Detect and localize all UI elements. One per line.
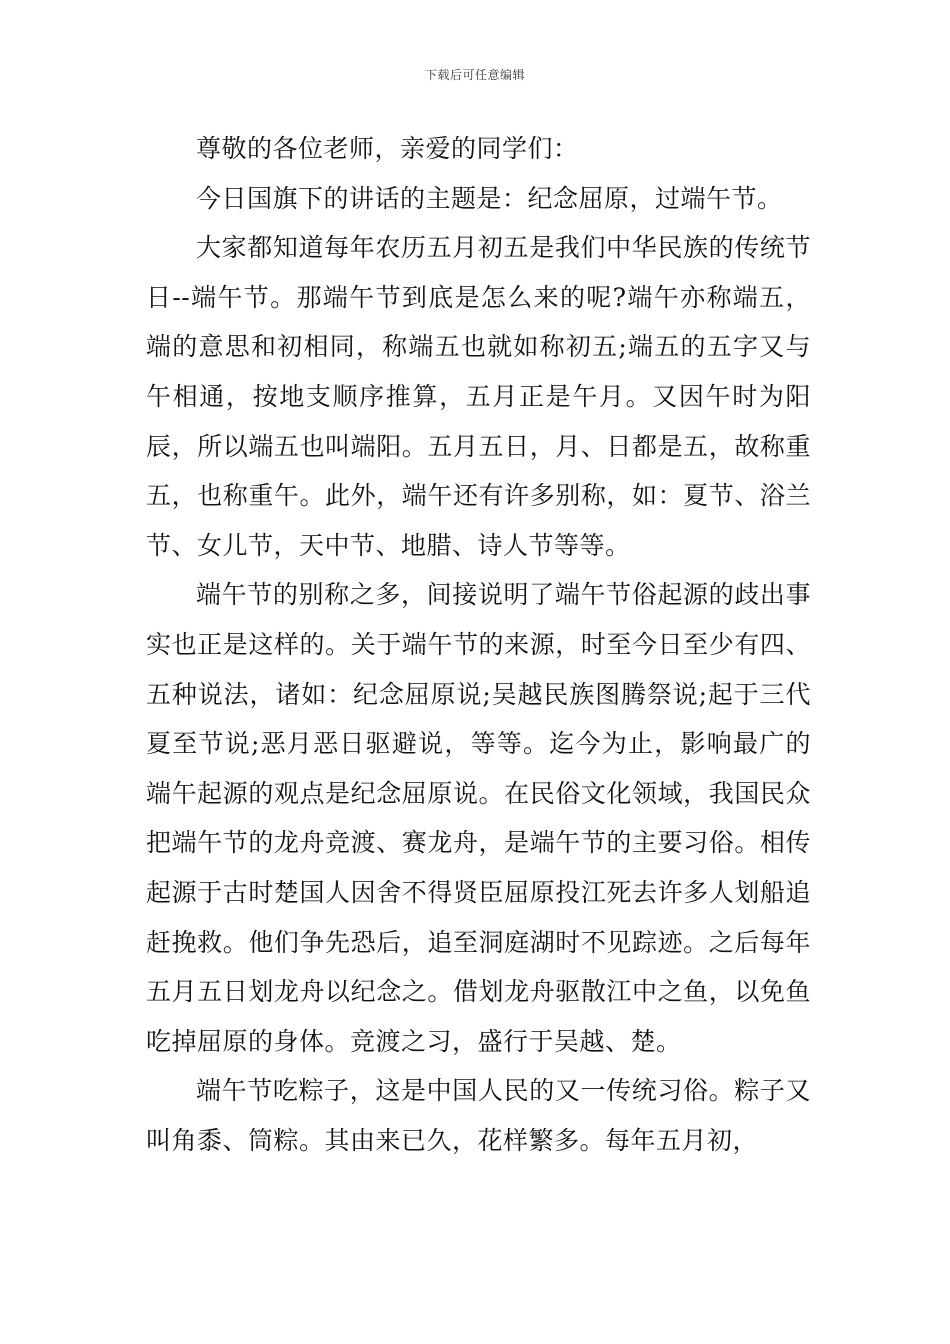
paragraph-origin-theories: 端午节的别称之多，间接说明了端午节俗起源的歧出事实也正是这样的。关于端午节的来源，时至今日至少有四、五种说法，诸如：纪念屈原说;吴越民族图腾祭说;起于三代夏至节说;恶月恶日驱避说，等等。迄今为止，影响最广的端午起源的观点是纪念屈原说。在民俗文化领域，我国民众把端午节的龙舟竞渡、赛龙舟，是端午节的主要习俗。相传起源于古时楚国人因舍不得贤臣屈原投江死去许多人划船追赶挽救。他们争先恐后，追至洞庭湖时不见踪迹。之后每年五月五日划龙舟以纪念之。借划龙舟驱散江中之鱼，以免鱼吃掉屈原的身体。竞渡之习，盛行于吴越、楚。	[146, 580, 811, 1056]
paragraph-zongzi: 端午节吃粽子，这是中国人民的又一传统习俗。粽子又叫角黍、筒粽。其由来已久，花样繁多。每年五月初，	[146, 1076, 811, 1155]
paragraph-origin-names: 大家都知道每年农历五月初五是我们中华民族的传统节日--端午节。那端午节到底是怎么来的呢?端午亦称端五，端的意思和初相同，称端五也就如称初五;端五的五字又与午相通，按地支顺序推算，五月正是午月。又因午时为阳辰，所以端五也叫端阳。五月五日，月、日都是五，故称重五，也称重午。此外，端午还有许多别称，如：夏节、浴兰节、女儿节，天中节、地腊、诗人节等等。	[146, 233, 811, 560]
paragraph-topic: 今日国旗下的讲话的主题是：纪念屈原，过端午节。	[196, 183, 783, 213]
page-header: 下载后可任意编辑	[424, 68, 525, 82]
document-body	[146, 124, 811, 1165]
paragraph-greeting: 尊敬的各位老师，亲爱的同学们：	[196, 134, 579, 163]
